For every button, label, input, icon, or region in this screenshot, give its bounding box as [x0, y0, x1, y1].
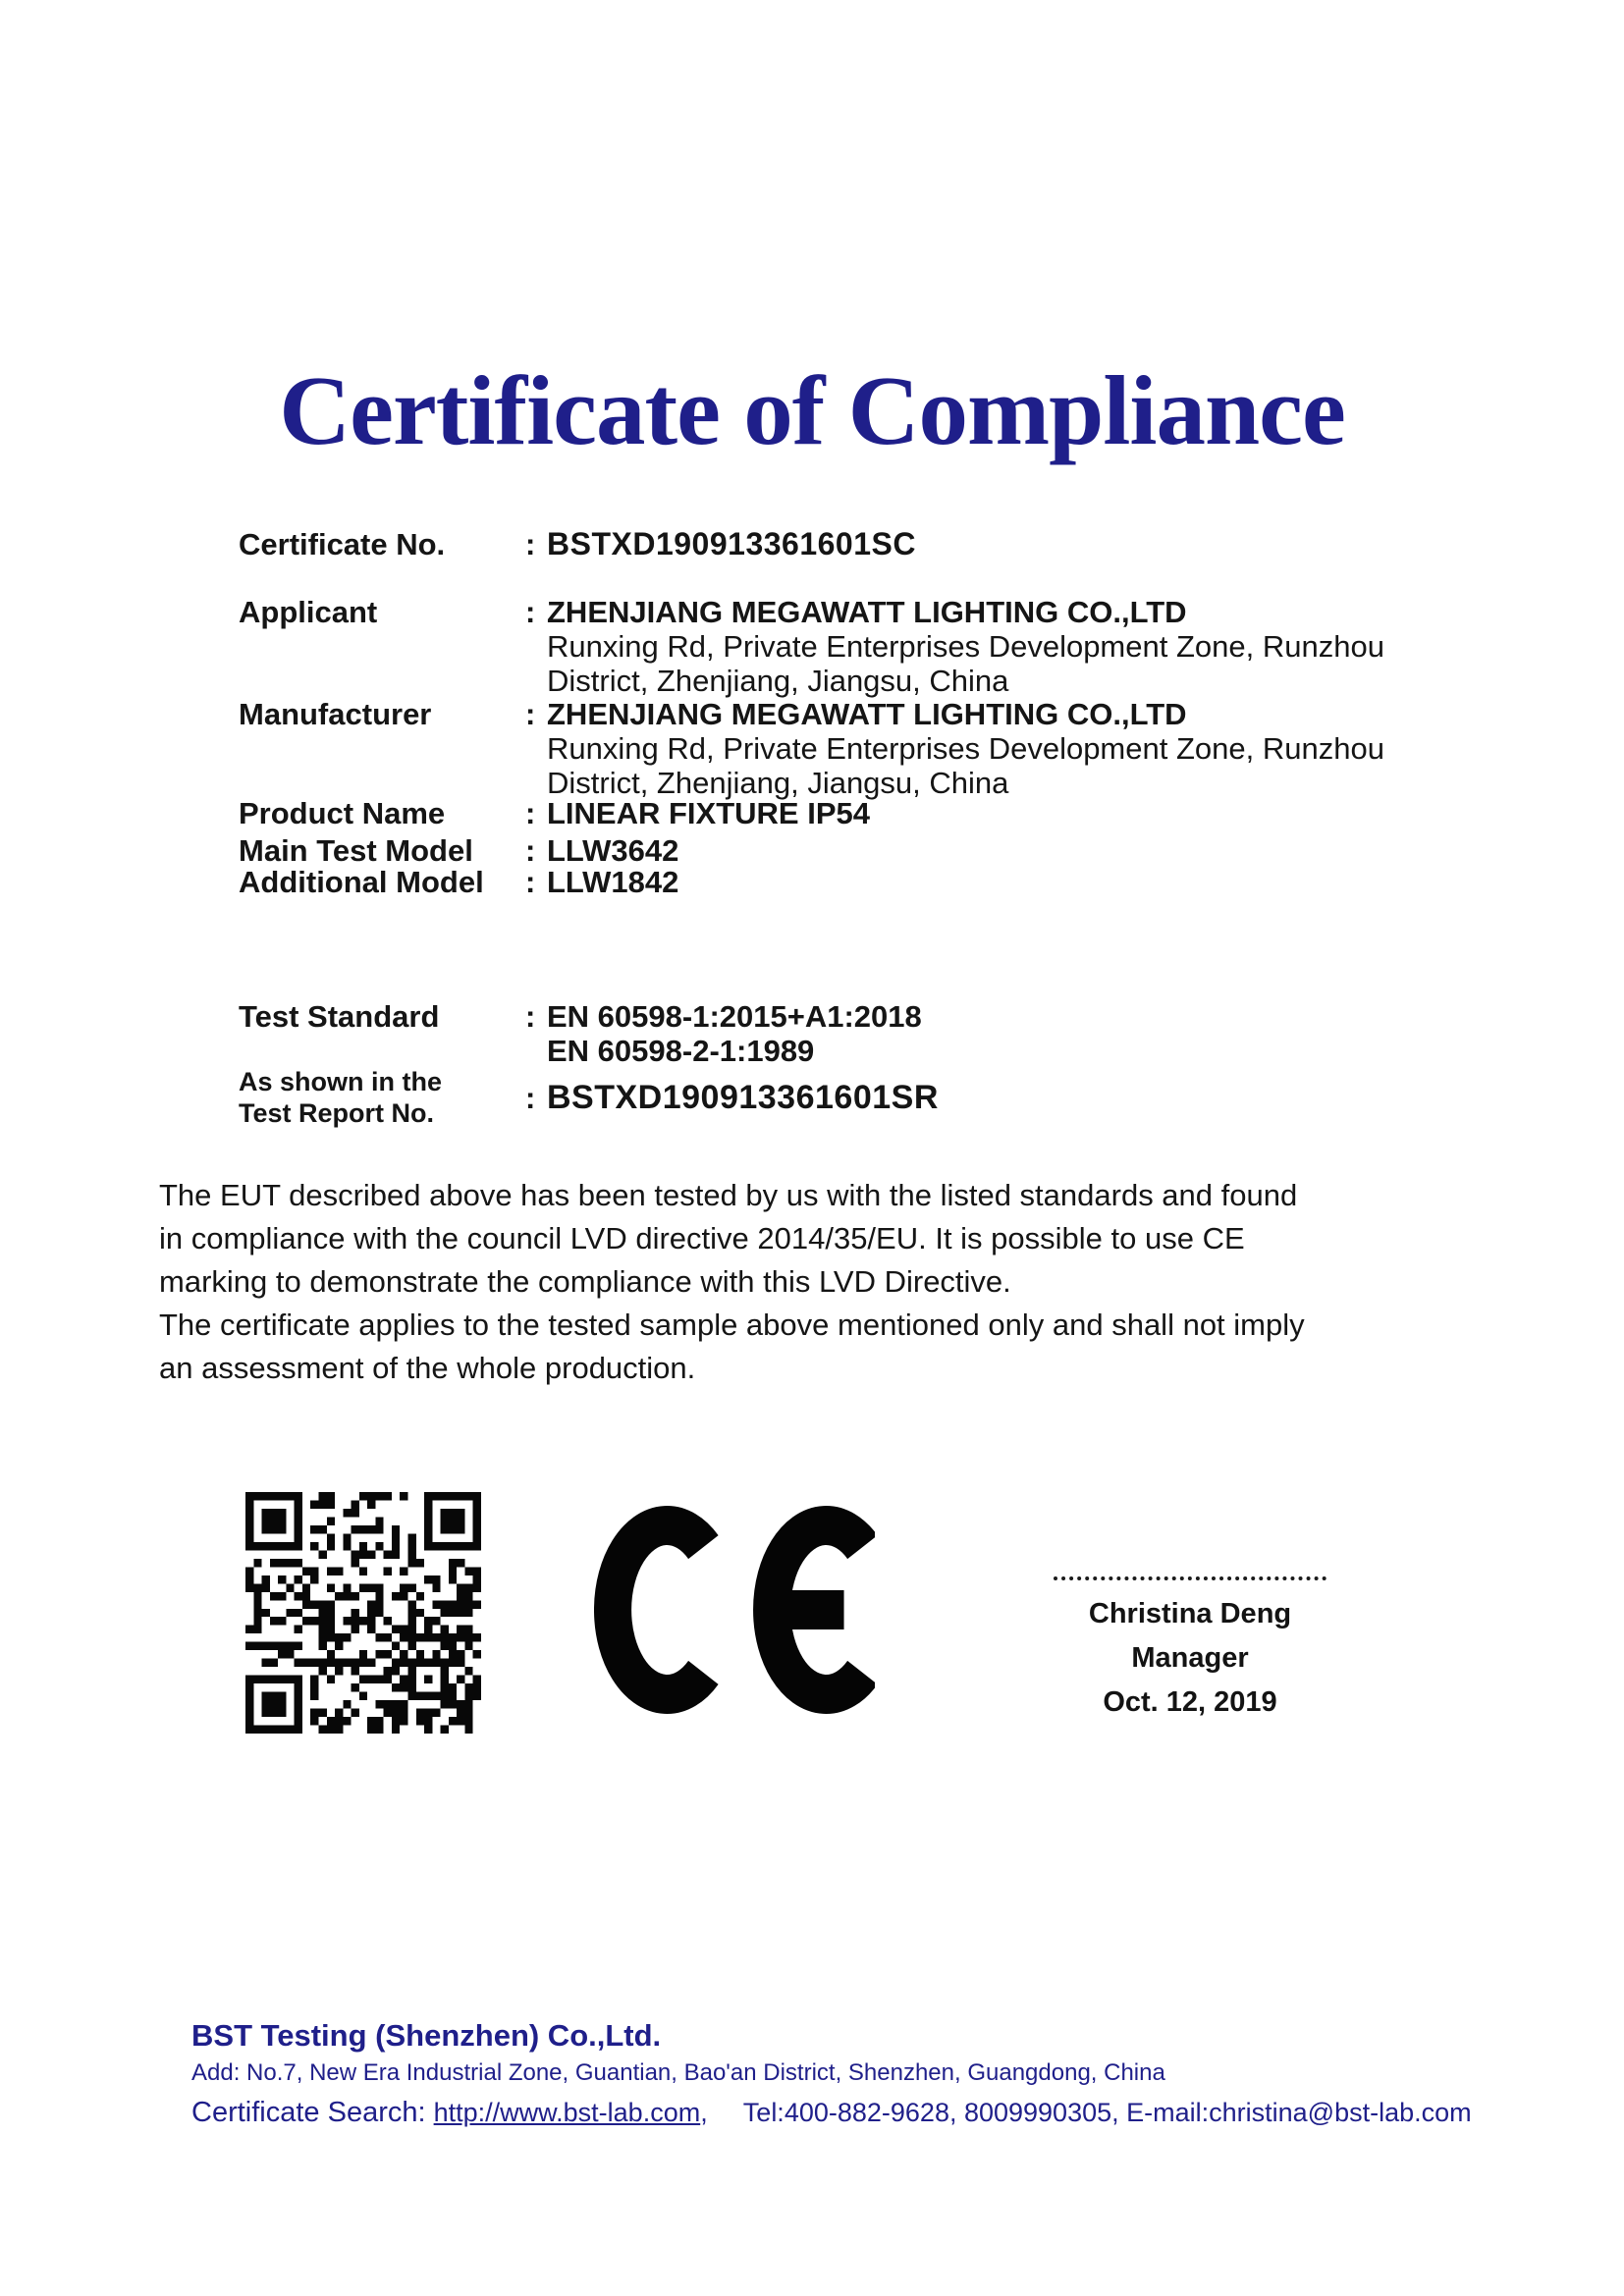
- statement-line: in compliance with the council LVD directive 2014/35/EU. It is possible to use CE: [159, 1221, 1245, 1255]
- manufacturer-address-line2: District, Zhenjiang, Jiangsu, China: [547, 766, 1009, 800]
- certificate-no-label: Certificate No.: [239, 527, 446, 561]
- field-test-report-no: [239, 1066, 1466, 1129]
- test-report-label: [239, 1066, 525, 1129]
- certificate-search-line: [191, 2097, 1472, 2129]
- statement-line: marking to demonstrate the compliance with this LVD Directive.: [159, 1264, 1011, 1299]
- applicant-value: [547, 595, 1466, 698]
- field-product-name: [239, 796, 1466, 830]
- lab-contact-info: Tel:400-882-9628, 8009990305, E-mail:christina@bst-lab.com: [742, 2098, 1472, 2127]
- field-colon: :: [525, 1080, 536, 1115]
- test-report-value: BSTXD190913361601SR: [547, 1078, 939, 1116]
- field-colon: :: [525, 833, 536, 868]
- field-colon: :: [525, 527, 536, 561]
- field-colon: :: [525, 796, 536, 830]
- certificate-no-value: BSTXD190913361601SC: [547, 526, 916, 561]
- applicant-address-line1: Runxing Rd, Private Enterprises Development Zone, Runzhou: [547, 629, 1384, 664]
- lab-company-name: BST Testing (Shenzhen) Co.,Ltd.: [191, 2018, 662, 2053]
- field-colon: :: [525, 595, 536, 629]
- ce-mark-icon: [594, 1504, 875, 1716]
- field-test-standard: [239, 999, 1466, 1068]
- signatory-role: Manager: [1131, 1642, 1249, 1674]
- url-suffix: ,: [700, 2098, 708, 2127]
- field-manufacturer: [239, 697, 1466, 800]
- applicant-label: Applicant: [239, 595, 378, 629]
- statement-line: The EUT described above has been tested by us with the listed standards and found: [159, 1178, 1298, 1212]
- test-standard-line1: EN 60598-1:2015+A1:2018: [547, 999, 922, 1034]
- product-name-label: Product Name: [239, 796, 446, 830]
- certificate-title: Certificate of Compliance: [279, 355, 1345, 465]
- field-additional-model: [239, 865, 1466, 899]
- manufacturer-value: [547, 697, 1466, 800]
- field-colon: :: [525, 999, 536, 1034]
- manufacturer-address-line1: Runxing Rd, Private Enterprises Development Zone, Runzhou: [547, 731, 1384, 766]
- main-test-model-label: Main Test Model: [239, 833, 473, 868]
- field-colon: :: [525, 865, 536, 899]
- qr-code-icon: [245, 1492, 481, 1734]
- signature-block: [1021, 1576, 1359, 1725]
- certificate-search-label: Certificate Search:: [191, 2097, 426, 2128]
- certificate-search-url[interactable]: http://www.bst-lab.com: [433, 2098, 701, 2127]
- signature-date: Oct. 12, 2019: [1103, 1686, 1277, 1718]
- compliance-statement: [159, 1174, 1455, 1390]
- field-certificate-no: [239, 527, 1466, 561]
- manufacturer-name: ZHENJIANG MEGAWATT LIGHTING CO.,LTD: [547, 697, 1187, 731]
- field-main-test-model: [239, 833, 1466, 868]
- manufacturer-label: Manufacturer: [239, 697, 432, 731]
- test-report-label-line1: As shown in the: [239, 1067, 443, 1096]
- test-report-label-line2: Test Report No.: [239, 1098, 435, 1128]
- signature-dotted-line: [1054, 1576, 1326, 1580]
- test-standard-value: [547, 999, 1466, 1068]
- additional-model-value: LLW1842: [547, 865, 679, 899]
- signatory-name: Christina Deng: [1088, 1598, 1292, 1629]
- lab-address: Add: No.7, New Era Industrial Zone, Guantian, Bao'an District, Shenzhen, Guangdong, China: [191, 2059, 1165, 2086]
- test-standard-line2: EN 60598-2-1:1989: [547, 1034, 815, 1068]
- applicant-address-line2: District, Zhenjiang, Jiangsu, China: [547, 664, 1009, 698]
- statement-line: an assessment of the whole production.: [159, 1351, 696, 1385]
- field-colon: :: [525, 697, 536, 731]
- test-standard-label: Test Standard: [239, 999, 440, 1034]
- statement-line: The certificate applies to the tested sample above mentioned only and shall not imply: [159, 1308, 1305, 1342]
- applicant-name: ZHENJIANG MEGAWATT LIGHTING CO.,LTD: [547, 595, 1187, 629]
- signature-lines: [1021, 1592, 1359, 1725]
- additional-model-label: Additional Model: [239, 865, 484, 899]
- main-test-model-value: LLW3642: [547, 833, 679, 868]
- product-name-value: LINEAR FIXTURE IP54: [547, 796, 870, 830]
- field-applicant: [239, 595, 1466, 698]
